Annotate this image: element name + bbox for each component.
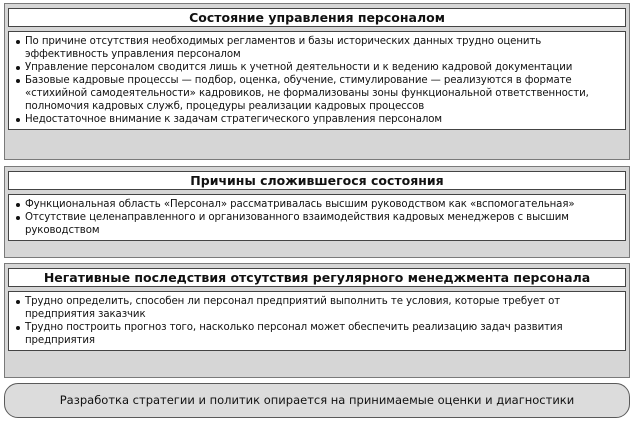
section-causes-title: Причины сложившегося состояния bbox=[8, 171, 626, 190]
list-item: Отсутствие целенаправленного и организованного взаимодействия кадровых менеджеров с высшим руководством bbox=[15, 211, 621, 237]
list-item: Трудно построить прогноз того, насколько персонал может обеспечить реализацию задач развития предприятия bbox=[15, 321, 621, 347]
section-state bbox=[4, 3, 630, 160]
section-causes-body bbox=[8, 194, 626, 241]
section-consequences-list bbox=[15, 295, 621, 347]
list-item: Трудно определить, способен ли персонал предприятий выполнить те условия, которые требует от предприятия заказчик bbox=[15, 295, 621, 321]
list-item: Недостаточное внимание к задачам стратегического управления персоналом bbox=[15, 113, 621, 126]
list-item: По причине отсутствия необходимых регламентов и базы исторических данных трудно оценить эффективность управления персоналом bbox=[15, 35, 621, 61]
section-consequences-title: Негативные последствия отсутствия регулярного менеджмента персонала bbox=[8, 268, 626, 287]
section-consequences-body bbox=[8, 291, 626, 351]
section-causes-list bbox=[15, 198, 621, 237]
conclusion-box: Разработка стратегии и политик опирается на принимаемые оценки и диагностики bbox=[4, 383, 630, 418]
section-consequences bbox=[4, 263, 630, 378]
list-item: Управление персоналом сводится лишь к учетной деятельности и к ведению кадровой документации bbox=[15, 61, 621, 74]
section-state-list bbox=[15, 35, 621, 126]
list-item: Функциональная область «Персонал» рассматривалась высшим руководством как «вспомогательная» bbox=[15, 198, 621, 211]
section-state-body bbox=[8, 31, 626, 130]
list-item: Базовые кадровые процессы — подбор, оценка, обучение, стимулирование — реализуются в формате «стихийной самодеятельности» кадровиков, не формализованы зоны функциональной ответственности, полномочия кадровых служб, процедуры реализации кадровых процессов bbox=[15, 74, 621, 113]
section-causes bbox=[4, 166, 630, 258]
section-state-title: Состояние управления персоналом bbox=[8, 8, 626, 27]
